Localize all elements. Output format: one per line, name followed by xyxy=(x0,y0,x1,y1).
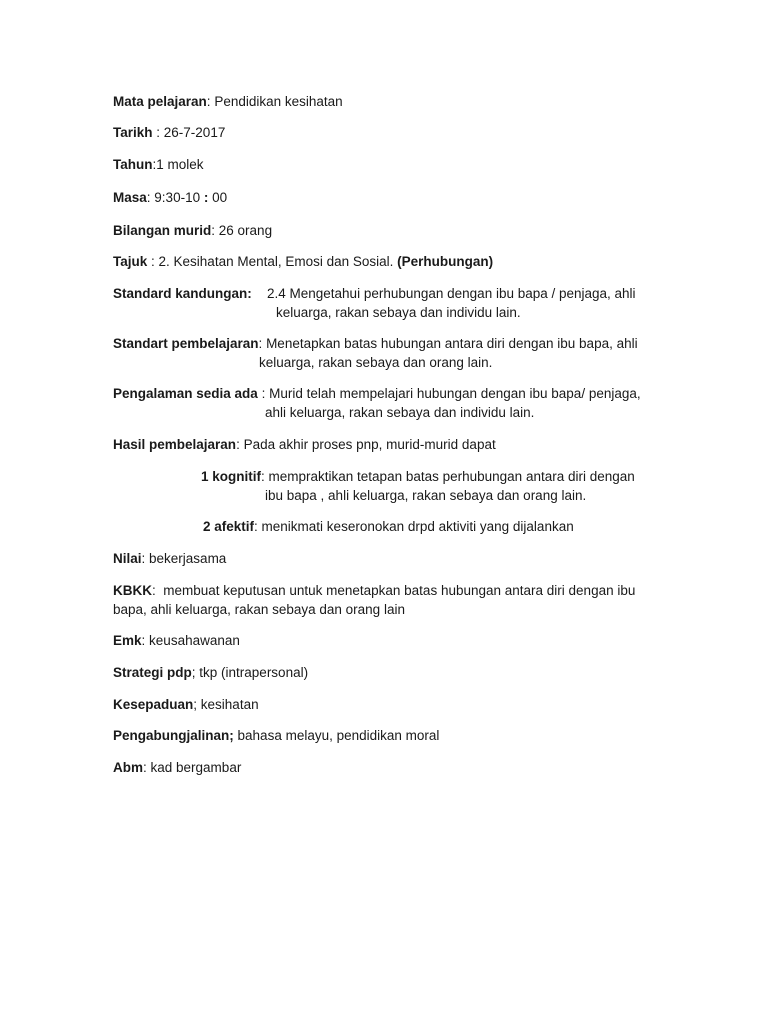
afektif-value: menikmati keseronokan drpd aktiviti yang dijalankan xyxy=(261,519,574,534)
sep: : xyxy=(152,125,164,140)
emk-row xyxy=(113,632,240,650)
sep: : xyxy=(211,223,219,238)
abm-row xyxy=(113,759,241,777)
pengalaman-label: Pengalaman sedia ada xyxy=(113,386,258,401)
emk-label: Emk xyxy=(113,633,142,648)
kesepaduan-row xyxy=(113,696,259,714)
afektif-row xyxy=(203,518,574,536)
kognitif-label: 1 kognitif xyxy=(201,469,261,484)
tahun-label: Tahun xyxy=(113,157,153,172)
pengabungjalinan-label: Pengabungjalinan; xyxy=(113,728,234,743)
sep: : xyxy=(152,157,157,172)
kognitif-row xyxy=(201,468,635,486)
masa-colon: : xyxy=(203,190,209,205)
standard-kandungan-row xyxy=(113,285,252,303)
kbkk-label: KBKK xyxy=(113,583,152,598)
tahun-row xyxy=(113,156,204,174)
kognitif-line2: ibu bapa , ahli keluarga, rakan sebaya dan orang lain. xyxy=(265,488,587,503)
sep: : xyxy=(236,437,244,452)
standart-pembelajaran-row xyxy=(113,335,638,353)
tajuk-bold-value: (Perhubungan) xyxy=(397,254,494,269)
abm-label: Abm xyxy=(113,760,143,775)
hasil-label: Hasil pembelajaran xyxy=(113,437,237,452)
pengalaman-line2: ahli keluarga, rakan sebaya dan individu lain. xyxy=(265,405,535,420)
pengalaman-row xyxy=(113,385,641,403)
tahun-value: 1 molek xyxy=(156,157,204,172)
hasil-value: Pada akhir proses pnp, murid-murid dapat xyxy=(243,437,496,452)
mata-pelajaran-value: Pendidikan kesihatan xyxy=(214,94,343,109)
strategi-label: Strategi pdp xyxy=(113,665,192,680)
standart-pembelajaran-line1: Menetapkan batas hubungan antara diri dengan ibu bapa, ahli xyxy=(266,336,638,351)
sep: : xyxy=(261,469,269,484)
nilai-value: bekerjasama xyxy=(149,551,227,566)
bilangan-murid-label: Bilangan murid xyxy=(113,223,212,238)
sep: : xyxy=(206,94,215,109)
pengalaman-line1: Murid telah mempelajari hubungan dengan ibu bapa/ penjaga, xyxy=(269,386,641,401)
tarikh-row xyxy=(113,124,225,142)
tarikh-value: 26-7-2017 xyxy=(163,125,226,140)
masa-value-end: 00 xyxy=(208,190,228,205)
sep: : xyxy=(257,386,270,401)
tajuk-value: 2. Kesihatan Mental, Emosi dan Sosial. xyxy=(158,254,398,269)
sep: : xyxy=(146,190,155,205)
pengabungjalinan-row xyxy=(113,727,439,745)
nilai-label: Nilai xyxy=(113,551,142,566)
kesepaduan-label: Kesepaduan xyxy=(113,697,194,712)
masa-value-start: 9:30-10 xyxy=(154,190,204,205)
standart-pembelajaran-line2: keluarga, rakan sebaya dan orang lain. xyxy=(259,355,493,370)
sep: : xyxy=(147,254,159,269)
hasil-row xyxy=(113,436,496,454)
mata-pelajaran-label: Mata pelajaran xyxy=(113,94,207,109)
kesepaduan-value: kesihatan xyxy=(200,697,259,712)
emk-value: keusahawanan xyxy=(149,633,240,648)
strategi-row xyxy=(113,664,308,682)
kognitif-line1: mempraktikan tetapan batas perhubungan antara diri dengan xyxy=(268,469,635,484)
bilangan-murid-value: 26 orang xyxy=(218,223,273,238)
tajuk-label: Tajuk xyxy=(113,254,148,269)
kbkk-line1: membuat keputusan untuk menetapkan batas hubungan antara diri dengan ibu xyxy=(163,583,636,598)
tarikh-label: Tarikh xyxy=(113,125,153,140)
masa-label: Masa xyxy=(113,190,147,205)
afektif-label: 2 afektif xyxy=(203,519,255,534)
sep: ; xyxy=(193,697,201,712)
kbkk-line2: bapa, ahli keluarga, rakan sebaya dan orang lain xyxy=(113,602,405,617)
sep: : xyxy=(141,551,150,566)
sep: : xyxy=(141,633,150,648)
standart-pembelajaran-label: Standart pembelajaran xyxy=(113,336,259,351)
abm-value: kad bergambar xyxy=(150,760,242,775)
sep: : xyxy=(254,519,262,534)
mata-pelajaran-row xyxy=(113,93,343,111)
pengabungjalinan-value: bahasa melayu, pendidikan moral xyxy=(237,728,440,743)
standard-kandungan-line2: keluarga, rakan sebaya dan individu lain. xyxy=(276,305,521,320)
strategi-value: tkp (intrapersonal) xyxy=(199,665,309,680)
sep: : xyxy=(152,583,164,598)
tajuk-row xyxy=(113,253,493,271)
standard-kandungan-label: Standard kandungan: xyxy=(113,286,252,301)
kbkk-row xyxy=(113,582,635,600)
bilangan-murid-row xyxy=(113,222,272,240)
standard-kandungan-line1: 2.4 Mengetahui perhubungan dengan ibu bapa / penjaga, ahli xyxy=(267,286,636,301)
masa-row xyxy=(113,189,227,207)
nilai-row xyxy=(113,550,226,568)
sep: : xyxy=(143,760,151,775)
sep: : xyxy=(258,336,267,351)
sep: ; xyxy=(191,665,200,680)
